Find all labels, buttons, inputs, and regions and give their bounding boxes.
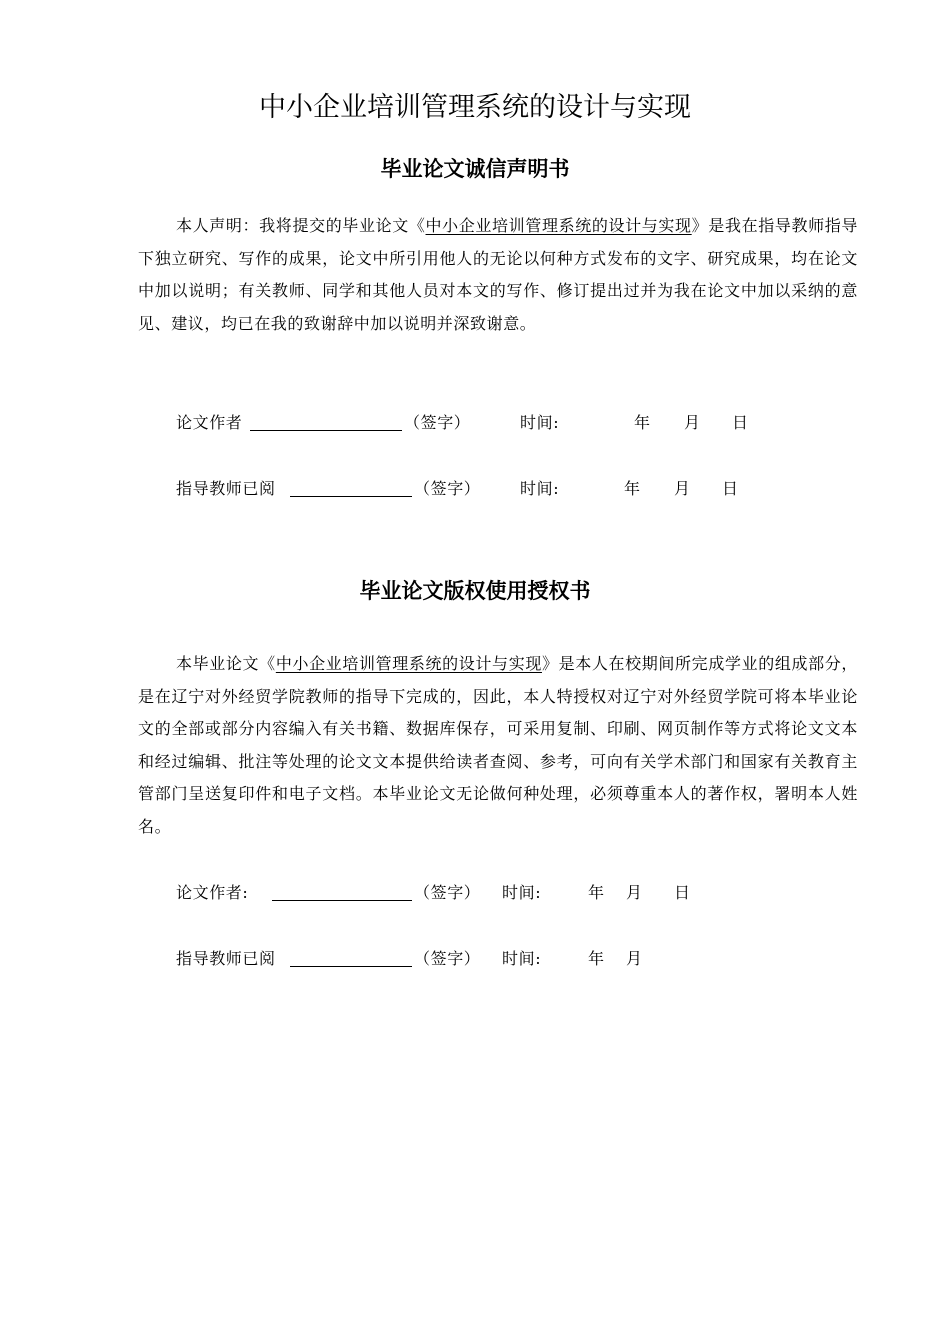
copyright-author-month: 月 xyxy=(626,883,643,902)
copyright-thesis-name: 中小企业培训管理系统的设计与实现 xyxy=(275,654,542,673)
copyright-author-blank[interactable] xyxy=(272,880,412,901)
integrity-title: 毕业论文诚信声明书 xyxy=(380,157,570,181)
copyright-advisor-month: 月 xyxy=(626,949,643,968)
integrity-author-blank[interactable] xyxy=(250,410,402,431)
integrity-advisor-sign: （签字） xyxy=(414,479,481,498)
copyright-advisor-blank[interactable] xyxy=(290,946,412,967)
integrity-para-before: 本人声明：我将提交的毕业论文《 xyxy=(176,216,426,235)
copyright-para-after: 》是本人在校期间所完成学业的组成部分，是在辽宁对外经贸学院教师的指导下完成的，因此，本人特授权对辽宁对外经贸学院可将本毕业论文的全部或部分内容编入有关书籍、数据库保存，可采用复制、印刷、网页制作等方式将论文文本和经过编辑、批注等处理的论文文本提供给读者查阅、参考，可向有关学术部门和国家有关教育主管部门呈送复印件和电子文档。本毕业论文无论做何种处理，必须尊重本人的著作权，署明本人姓名。 xyxy=(138,654,858,836)
copyright-advisor-time: 时间: xyxy=(502,949,542,968)
copyright-author-time: 时间: xyxy=(502,883,542,902)
integrity-advisor-month: 月 xyxy=(674,479,691,498)
copyright-paragraph xyxy=(138,648,858,844)
copyright-author-day: 日 xyxy=(674,883,691,902)
copyright-advisor-sign: （签字） xyxy=(414,949,481,968)
integrity-author-year: 年 xyxy=(634,413,651,432)
integrity-author-time: 时间: xyxy=(520,413,560,432)
integrity-advisor-blank[interactable] xyxy=(290,476,412,497)
copyright-advisor-label: 指导教师已阅 xyxy=(176,949,276,968)
integrity-author-month: 月 xyxy=(684,413,701,432)
main-title: 中小企业培训管理系统的设计与实现 xyxy=(259,92,691,123)
integrity-advisor-time: 时间: xyxy=(520,479,560,498)
copyright-advisor-year: 年 xyxy=(588,949,605,968)
copyright-author-label: 论文作者: xyxy=(176,883,249,902)
copyright-author-year: 年 xyxy=(588,883,605,902)
integrity-para-after: 》是我在指导教师指导下独立研究、写作的成果，论文中所引用他人的无论以何种方式发布的文字、研究成果，均在论文中加以说明；有关教师、同学和其他人员对本文的写作、修订提出过并为我在论文中加以采纳的意见、建议，均已在我的致谢辞中加以说明并深致谢意。 xyxy=(138,216,858,333)
integrity-author-label: 论文作者 xyxy=(176,413,243,432)
integrity-advisor-year: 年 xyxy=(624,479,641,498)
integrity-thesis-name: 中小企业培训管理系统的设计与实现 xyxy=(425,216,692,235)
integrity-advisor-day: 日 xyxy=(722,479,739,498)
copyright-para-before: 本毕业论文《 xyxy=(176,654,276,673)
copyright-author-sign: （签字） xyxy=(414,883,481,902)
integrity-paragraph xyxy=(138,210,858,340)
integrity-advisor-label: 指导教师已阅 xyxy=(176,479,276,498)
copyright-title: 毕业论文版权使用授权书 xyxy=(359,579,591,603)
integrity-author-day: 日 xyxy=(732,413,749,432)
integrity-author-sign: （签字） xyxy=(404,413,471,432)
